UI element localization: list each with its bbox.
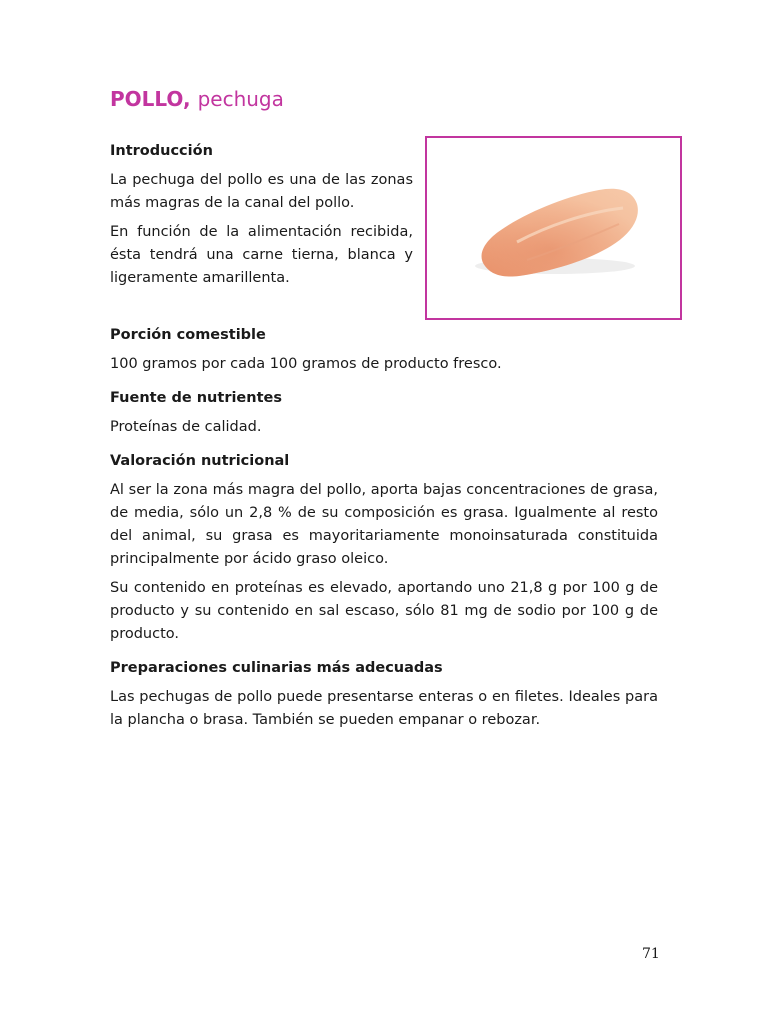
intro-section <box>110 141 413 296</box>
intro-paragraph: En función de la alimentación recibida, ésta tendrá una carne tierna, blanca y ligeramente amarillenta. <box>110 224 413 286</box>
section-heading: Valoración nutricional <box>110 453 290 469</box>
main-content <box>110 325 658 744</box>
section-fuente <box>110 388 658 439</box>
section-heading: Preparaciones culinarias más adecuadas <box>110 660 443 676</box>
section-porcion <box>110 325 658 376</box>
title-sub: pechuga <box>197 87 284 111</box>
section-paragraph: Su contenido en proteínas es elevado, aportando uno 21,8 g por 100 g de producto y su contenido en sal escaso, sólo 81 mg de sodio por 100 g de producto. <box>110 580 658 642</box>
section-paragraph: 100 gramos por cada 100 gramos de producto fresco. <box>110 356 502 372</box>
section-heading: Fuente de nutrientes <box>110 390 282 406</box>
section-paragraph: Al ser la zona más magra del pollo, aporta bajas concentraciones de grasa, de media, sólo un 2,8 % de su composición es grasa. Igualmente al resto del animal, su grasa es mayoritariamente monoinsaturada constituida principalmente por ácido graso oleico. <box>110 482 658 567</box>
section-heading: Porción comestible <box>110 327 266 343</box>
intro-paragraph: La pechuga del pollo es una de las zonas más magras de la canal del pollo. <box>110 172 413 211</box>
section-valoracion <box>110 451 658 646</box>
section-paragraph: Las pechugas de pollo puede presentarse enteras o en filetes. Ideales para la plancha o brasa. También se pueden empanar o rebozar. <box>110 689 658 728</box>
page-title <box>110 86 284 112</box>
page-number: 71 <box>642 946 660 962</box>
title-main: POLLO, <box>110 87 191 111</box>
chicken-breast-photo <box>425 136 682 320</box>
chicken-breast-image <box>427 138 680 318</box>
intro-heading: Introducción <box>110 143 213 159</box>
section-preparaciones <box>110 658 658 732</box>
section-paragraph: Proteínas de calidad. <box>110 419 262 435</box>
